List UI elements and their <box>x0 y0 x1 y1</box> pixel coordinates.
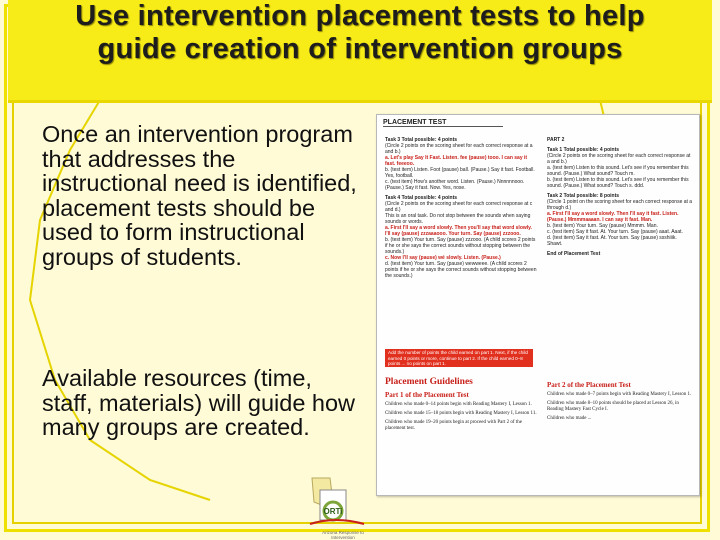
placement-test-document <box>376 114 700 496</box>
document-heading: PLACEMENT TEST <box>383 119 503 127</box>
end-of-test-label: End of Placement Test <box>547 251 601 257</box>
document-right-column <box>547 133 693 257</box>
guideline-line-1: Children who made 0–14 points begin with Reading Mastery I, Lesson 1. <box>385 402 532 407</box>
scoring-note-box: Add the number of points the child earned on part 1. Next, if the child earned 0 points or more, continue to part 2. If the child earned 0–8 points ... no points on part 1. <box>385 349 533 367</box>
task-2-item-c: c. (test item) Say it fast. At. Your turn. Say (pause) aaat. Aaat. <box>547 229 683 235</box>
guidelines-part-1-heading: Part 1 of the Placement Test <box>385 391 469 399</box>
guidelines-title: Placement Guidelines <box>385 377 473 387</box>
task-2-item-a: a. First I'll say a word slowly. Then I'll say it fast. Listen. (Pause.) Mmmmaaaan. I can say it fast. Man. <box>547 211 679 223</box>
task-3-item-c: c. (test item) How's another word. Listen. (Pause.) Nnnnnnooo. (Pause.) Say it fast. Now. Yes, nose. <box>385 179 525 191</box>
task-1-heading: Task 1 Total possible: 4 points <box>547 147 620 153</box>
task-3-heading: Task 3 Total possible: 4 points <box>385 137 458 143</box>
task-4-item-b: b. (test item) Your turn. Say (pause) zzzooo. (A child scores 2 points if he or she says the correct sounds without stopping between the sounds.) <box>385 237 536 255</box>
task-4-item-d: d. (test item) Your turn. Say (pause) wewweee. (A child scores 2 points if he or she says the correct sounds without stopping between the sounds.) <box>385 261 537 279</box>
task-4-body: This is an oral task. Do not stop between the sounds when saying sounds or words. <box>385 213 531 225</box>
svg-text:ORTi: ORTi <box>323 507 343 516</box>
body-paragraph-2: Available resources (time, staff, materials) will guide how many groups are created. <box>42 365 356 440</box>
guideline-line-5: Children who made 8–10 points should be placed at Lesson 26, in Reading Mastery Fast Cycle I. <box>547 401 679 412</box>
task-1-item-a: a. (test item) Listen to this sound. Let's see if you remember this sound. (Pause.) What sound? Touch m. <box>547 165 689 177</box>
ortii-logo <box>302 476 372 536</box>
task-1-item-b: b. (test item) Listen to this sound. Let's see if you remember this sound. (Pause.) What sound? Touch s. ddd. <box>547 177 689 189</box>
task-2-item-d: d. (test item) Say it fast. At. Your turn. Say (pause) ssshiiik. Shawt. <box>547 235 677 247</box>
guidelines-part-2-heading: Part 2 of the Placement Test <box>547 381 631 389</box>
document-left-column <box>385 133 537 279</box>
task-4-instructions: (Circle 2 points on the scoring sheet for each correct response at c and d.) <box>385 201 533 213</box>
guideline-line-4: Children who made 0–7 points begin with Reading Mastery I, Lesson 1. <box>547 392 692 397</box>
task-4-item-c: c. Now I'll say (pause) wé slowly. Listen. (Pause.) <box>385 255 501 261</box>
task-2-item-b: b. (test item) Your turn. Say (pause) Mmmm. Man. <box>547 223 658 229</box>
task-2-heading: Task 2 Total possible: 8 points <box>547 193 620 199</box>
part-2-heading: PART 2 <box>547 137 565 143</box>
task-1-instructions: (Circle 2 points on the scoring sheet for each correct response at a and b.) <box>547 153 691 165</box>
task-3-instructions: (Circle 2 points on the scoring sheet for each correct response at a and b.) <box>385 143 533 155</box>
guideline-line-6: Children who made ... <box>547 416 592 421</box>
guideline-line-2: Children who made 15–18 points begin with Reading Mastery I, Lesson 11. <box>385 411 537 416</box>
guideline-line-3: Children who made 19–20 points begin at proceed with Part 2 of the placement test. <box>385 420 522 431</box>
logo-caption: Arizona Response to Intervention <box>322 530 364 540</box>
guidelines-left <box>385 377 537 432</box>
task-3-item-a: a. Let's play Say It Fast. Listen. fee (pause) tooo. I can say it fast. feeeoo. <box>385 155 528 167</box>
task-2-instructions: (Circle 1 point on the scoring sheet for each correct response at a through d.) <box>547 199 693 211</box>
task-4-heading: Task 4 Total possible: 4 points <box>385 195 458 201</box>
task-3-item-b: b. (test item) Listen. Foot (pause) ball. (Pause.) Say it fast. Football. Yes, football. <box>385 167 535 179</box>
slide-title: Use intervention placement tests to help guide creation of intervention groups <box>75 0 645 65</box>
task-4-item-a: a. First I'll say a word slowly. Then you'll say that word slowly. I'll say (pause) zzzaaaooo. Your turn. Say (pause) zzzooo. <box>385 225 532 237</box>
body-paragraph-1: Once an intervention program that addresses the instructional need is identified, placement tests should be used to form instructional groups of students. <box>42 121 357 270</box>
guidelines-right <box>547 377 693 422</box>
